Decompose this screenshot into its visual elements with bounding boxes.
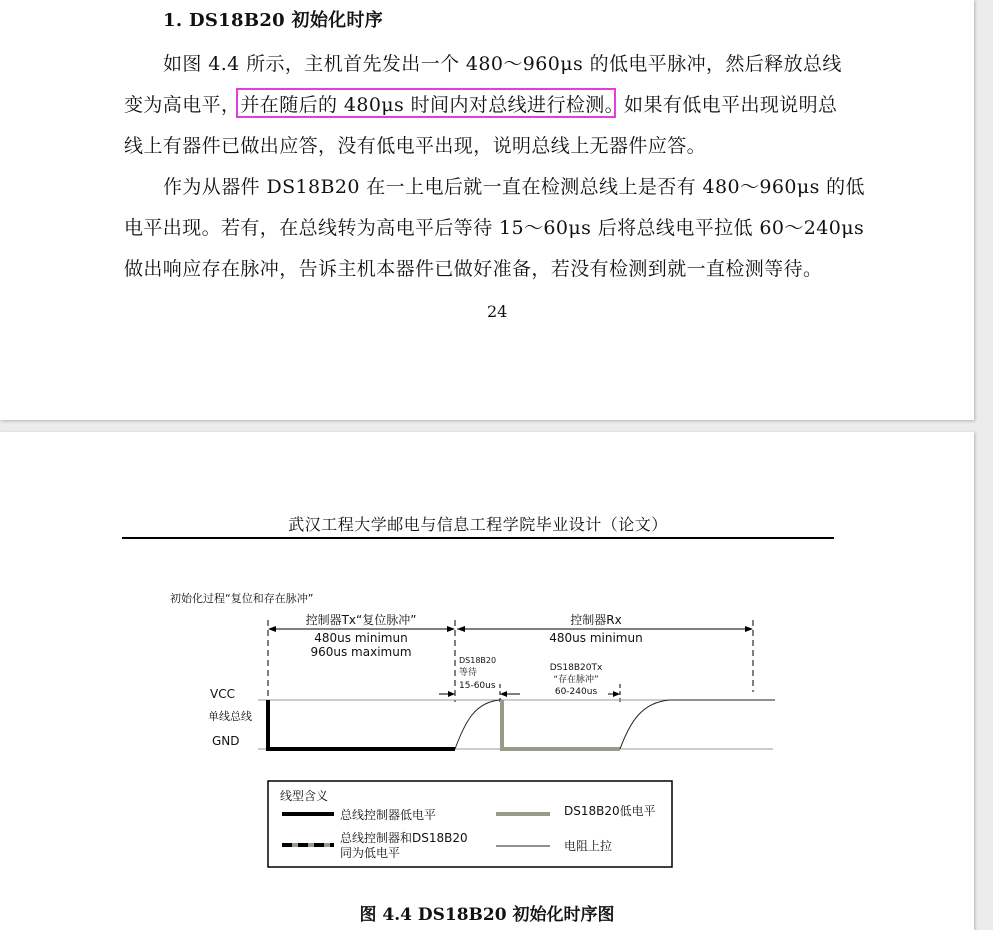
wait-arrowhead-right (500, 691, 507, 697)
presence-label-2: “存在脉冲” (553, 675, 599, 685)
legend-ds-low: DS18B20低电平 (564, 804, 656, 818)
tx-label-3: 960us maximum (310, 645, 412, 659)
legend-both-low-2: 同为低电平 (340, 846, 401, 860)
ds18b20-presence-pulse (502, 700, 620, 749)
presence-arrowhead (613, 691, 620, 697)
wait-label-2: 等待 (459, 668, 478, 678)
paragraph-line-4: 作为从器件 DS18B20 在一上电后就一直在检测总线上是否有 480～960μs 的低 (163, 176, 865, 198)
paragraph-line-5: 电平出现。若有，在总线转为高电平后等待 15～60μs 后将总线电平拉低 60～240μs (124, 217, 865, 239)
page-number: 24 (487, 302, 508, 321)
legend-controller-low: 总线控制器低电平 (340, 808, 437, 822)
pullup-rise-1 (455, 700, 502, 749)
presence-label-3: 60-240us (554, 687, 598, 697)
timing-diagram-svg (150, 582, 800, 872)
legend-both-low-1: 总线控制器和DS18B20 (340, 831, 468, 845)
page-1 (0, 0, 974, 420)
paragraph-line-3: 线上有器件已做出应答，没有低电平出现，说明总线上无器件应答。 (124, 135, 707, 157)
rx-label-2: 480us minimun (549, 631, 643, 645)
header-rule (122, 537, 834, 539)
wait-arrowhead-left (448, 691, 455, 697)
legend-box (268, 781, 672, 867)
pullup-rise-2 (620, 700, 775, 749)
rx-arrowhead-left (457, 626, 465, 632)
paragraph-line-6: 做出响应存在脉冲，告诉主机本器件已做好准备，若没有检测到就一直检测等待。 (124, 258, 823, 280)
wait-label-1: DS18B20 (459, 656, 497, 665)
paragraph-line-2: 变为高电平，并在随后的 480μs 时间内对总线进行检测。如果有低电平出现说明总 (124, 94, 838, 116)
controller-low-pulse (268, 700, 455, 749)
bus-label: 单线总线 (208, 710, 252, 723)
tx-arrowhead-left (268, 626, 276, 632)
section-heading: 1. DS18B20 初始化时序 (163, 10, 384, 31)
rx-arrowhead-right (745, 626, 753, 632)
presence-label-1: DS18B20Tx (549, 663, 603, 673)
legend-pullup: 电阻上拉 (564, 839, 613, 853)
tx-arrowhead-right (447, 626, 455, 632)
gnd-label: GND (212, 734, 240, 748)
figure-caption: 图 4.4 DS18B20 初始化时序图 (359, 905, 615, 925)
rx-label-1: 控制器Rx (570, 613, 622, 627)
vcc-label: VCC (210, 687, 235, 701)
paragraph-line-1: 如图 4.4 所示，主机首先发出一个 480～960μs 的低电平脉冲，然后释放总线 (163, 53, 842, 75)
tx-label-2: 480us minimun (314, 631, 408, 645)
wait-label-3: 15-60us (459, 681, 496, 691)
diagram-title: 初始化过程“复位和存在脉冲” (170, 592, 314, 605)
legend-title: 线型含义 (280, 789, 329, 803)
page-header: 武汉工程大学邮电与信息工程学院毕业设计（论文） (288, 515, 668, 534)
tx-label-1: 控制器Tx“复位脉冲” (305, 613, 417, 627)
annotation-highlight-box (236, 88, 616, 118)
timing-diagram (150, 582, 800, 876)
page-2 (0, 432, 974, 930)
